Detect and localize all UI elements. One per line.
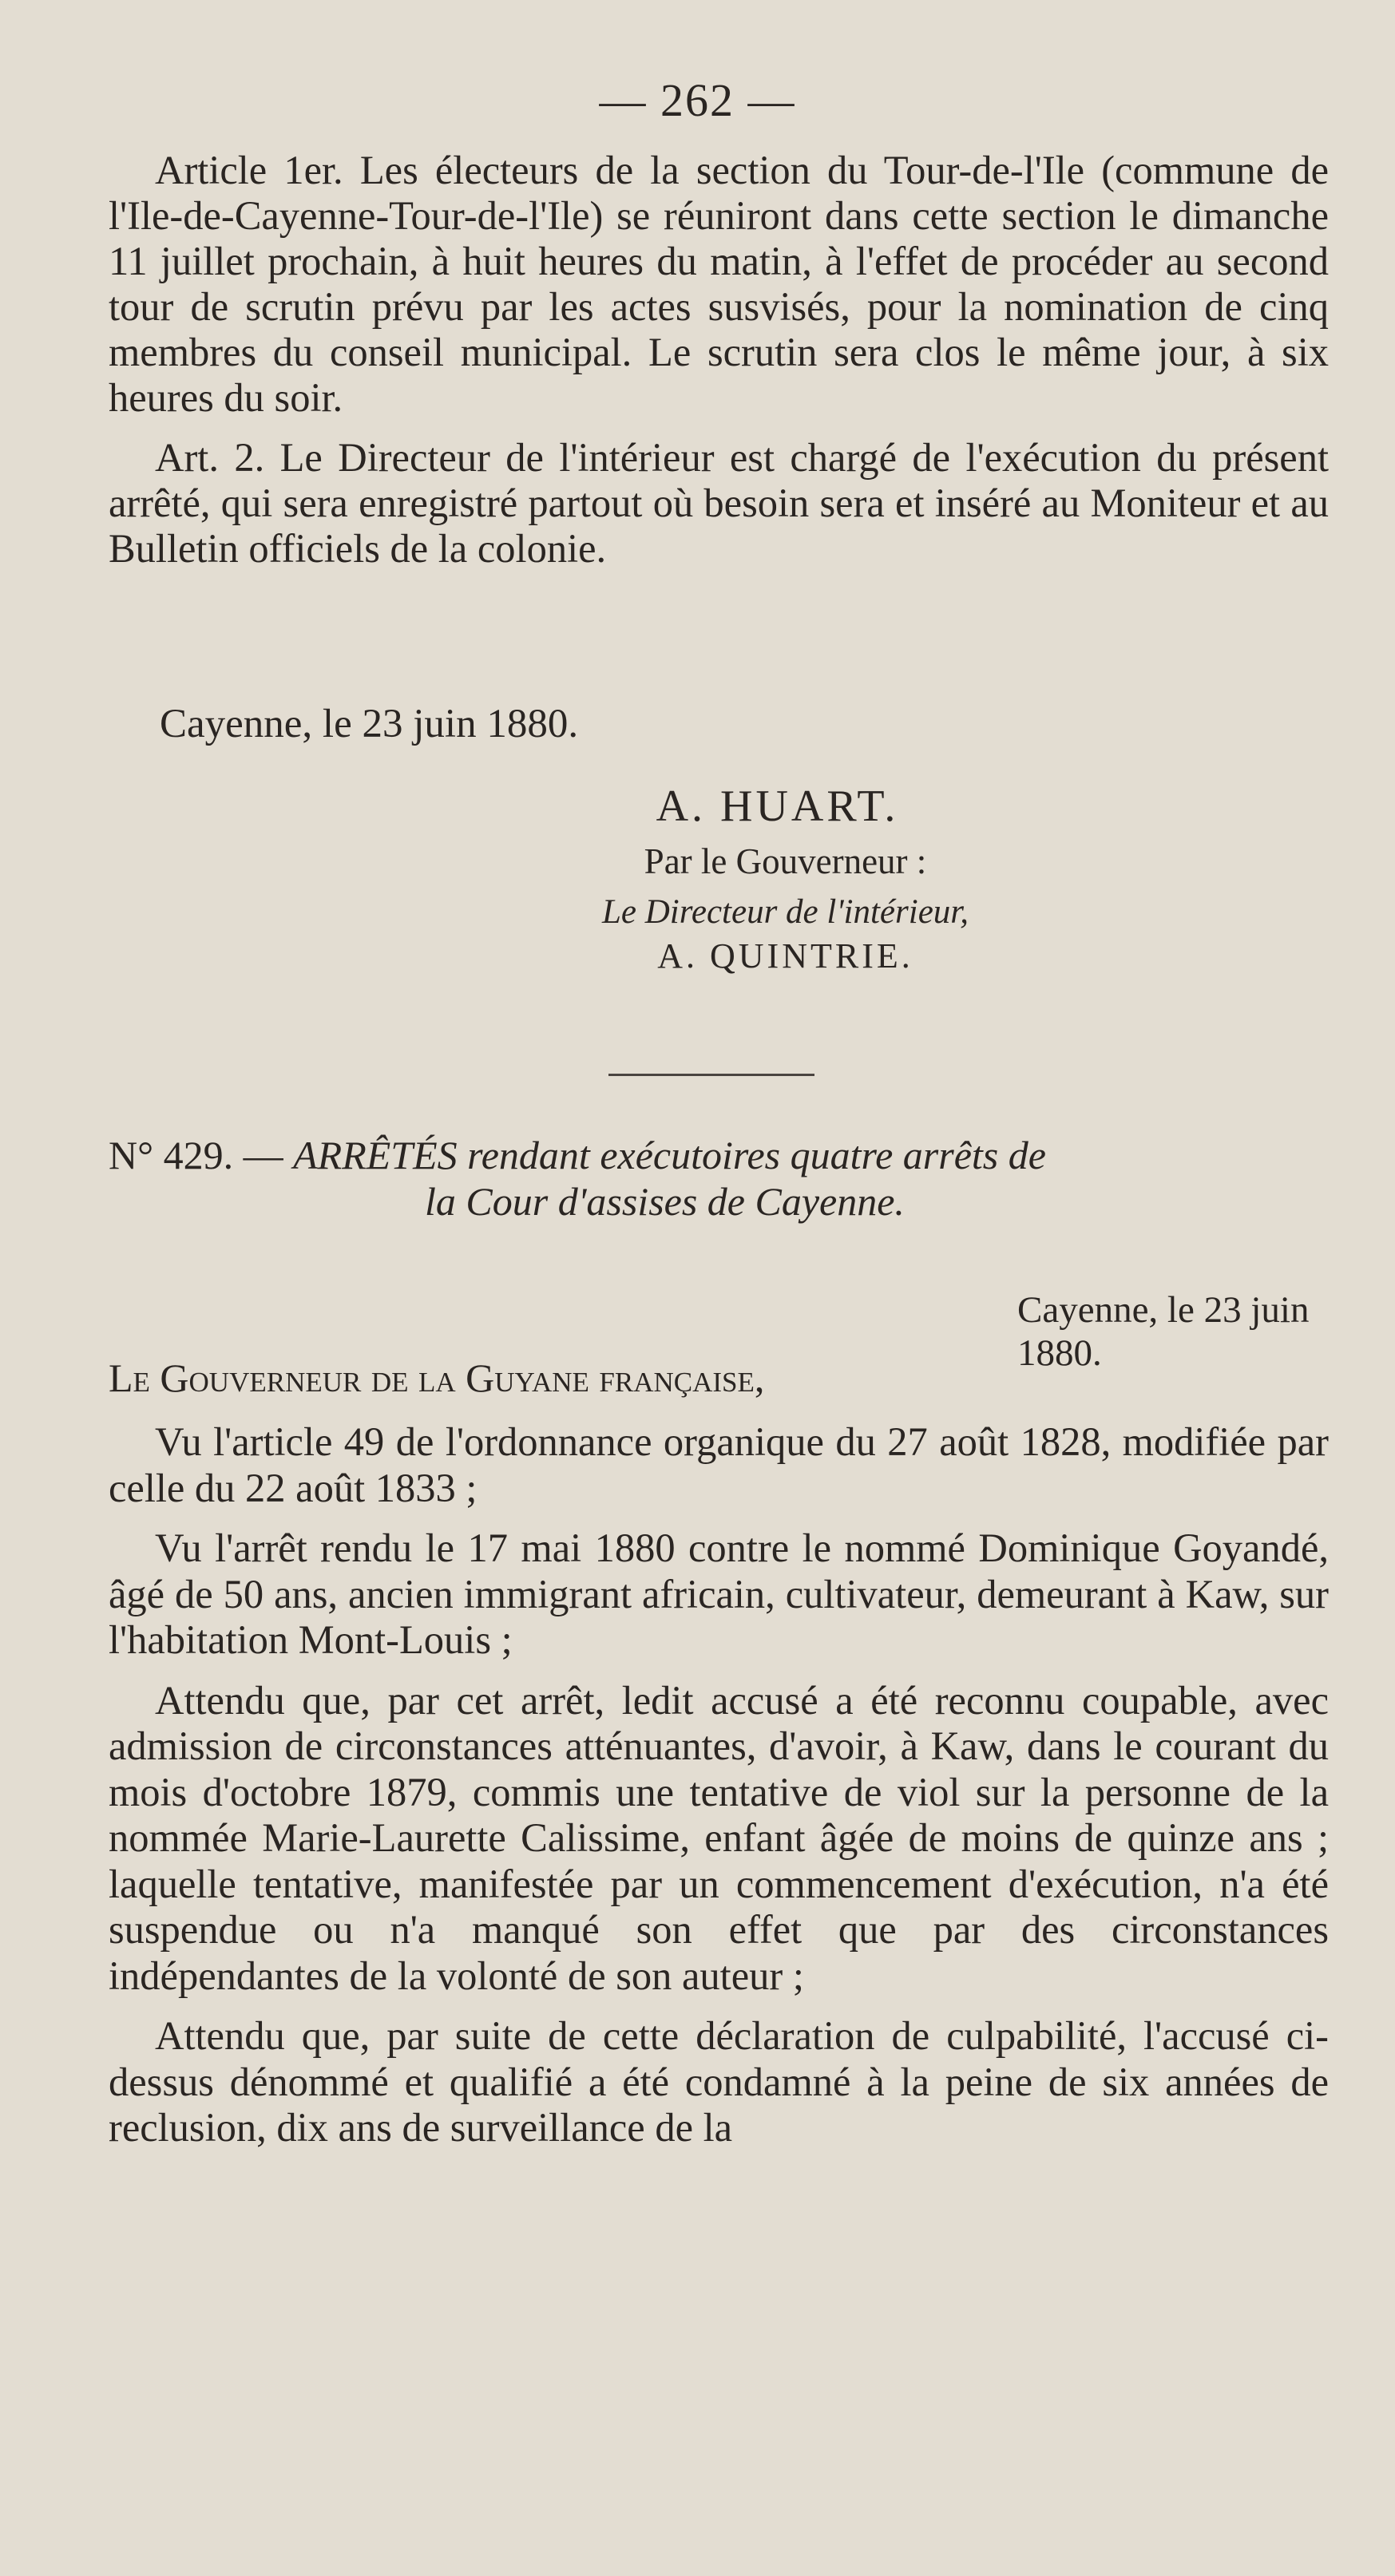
- signature-director-title: Le Directeur de l'intérieur,: [601, 893, 969, 931]
- signature-director-name: A. QUINTRIE.: [657, 936, 913, 975]
- article-2-paragraph: Art. 2. Le Directeur de l'intérieur est chargé de l'exécution du présent arrêté, qui sera enregistré partout où besoin sera et inséré au Moniteur et au Bulletin officiels de la colonie.: [109, 435, 1329, 571]
- dateline: Cayenne, le 23 juin 1880.: [160, 702, 579, 746]
- decree-date: Cayenne, le 23 juin 1880.: [1017, 1289, 1310, 1374]
- decree-title-line-1: ARRÊTÉS rendant exécutoires quatre arrêts de: [293, 1133, 1046, 1177]
- page-number: — 262 —: [599, 74, 796, 126]
- governor-heading: Le Gouverneur de la Guyane française,: [109, 1355, 765, 1400]
- paragraph-vu-article: Vu l'article 49 de l'ordonnance organique du 27 août 1828, modifiée par celle du 22 août 1833 ;: [109, 1419, 1329, 1510]
- decree-body: [109, 1419, 1329, 2151]
- paragraph-attendu-2: Attendu que, par suite de cette déclaration de culpabilité, l'accusé ci-dessus dénommé et qualifié a été condamné à la peine de six années de reclusion, dix ans de surveillance de la: [109, 2013, 1329, 2150]
- decree-number: N° 429. —: [109, 1133, 283, 1177]
- signature-par-le-gouverneur: Par le Gouverneur :: [644, 841, 927, 881]
- paragraph-attendu-1: Attendu que, par cet arrêt, ledit accusé a été reconnu coupable, avec admission de circonstances atténuantes, d'avoir, à Kaw, dans le courant du mois d'octobre 1879, commis une tentative de viol sur la personne de la nommée Marie-Laurette Calissime, enfant âgée de moins de quinze ans ; laquelle tentative, manifestée par un commencement d'exécution, n'a été suspendue ou n'a manqué son effet que par des circonstances indépendantes de la volonté de son auteur ;: [109, 1677, 1329, 1998]
- paragraph-vu-arret: Vu l'arrêt rendu le 17 mai 1880 contre le nommé Dominique Goyandé, âgé de 50 ans, ancien immigrant africain, cultivateur, demeurant à Kaw, sur l'habitation Mont-Louis ;: [109, 1525, 1329, 1662]
- article-1-paragraph: Article 1er. Les électeurs de la section du Tour-de-l'Ile (commune de l'Ile-de-Cayenne-Tour-de-l'Ile) se réuniront dans cette section le dimanche 11 juillet prochain, à huit heures du matin, à l'effet de procéder au second tour de scrutin prévu par les actes susvisés, pour la nomination de cinq membres du conseil municipal. Le scrutin sera clos le même jour, à six heures du soir.: [109, 148, 1329, 420]
- articles-section: [109, 148, 1329, 572]
- decree-heading-line-1: [109, 1132, 1329, 1178]
- decree-title-line-2: la Cour d'assises de Cayenne.: [425, 1179, 905, 1224]
- signature-name: A. HUART.: [656, 782, 899, 831]
- section-divider: [608, 1074, 814, 1076]
- decree-heading: [109, 1132, 1329, 1225]
